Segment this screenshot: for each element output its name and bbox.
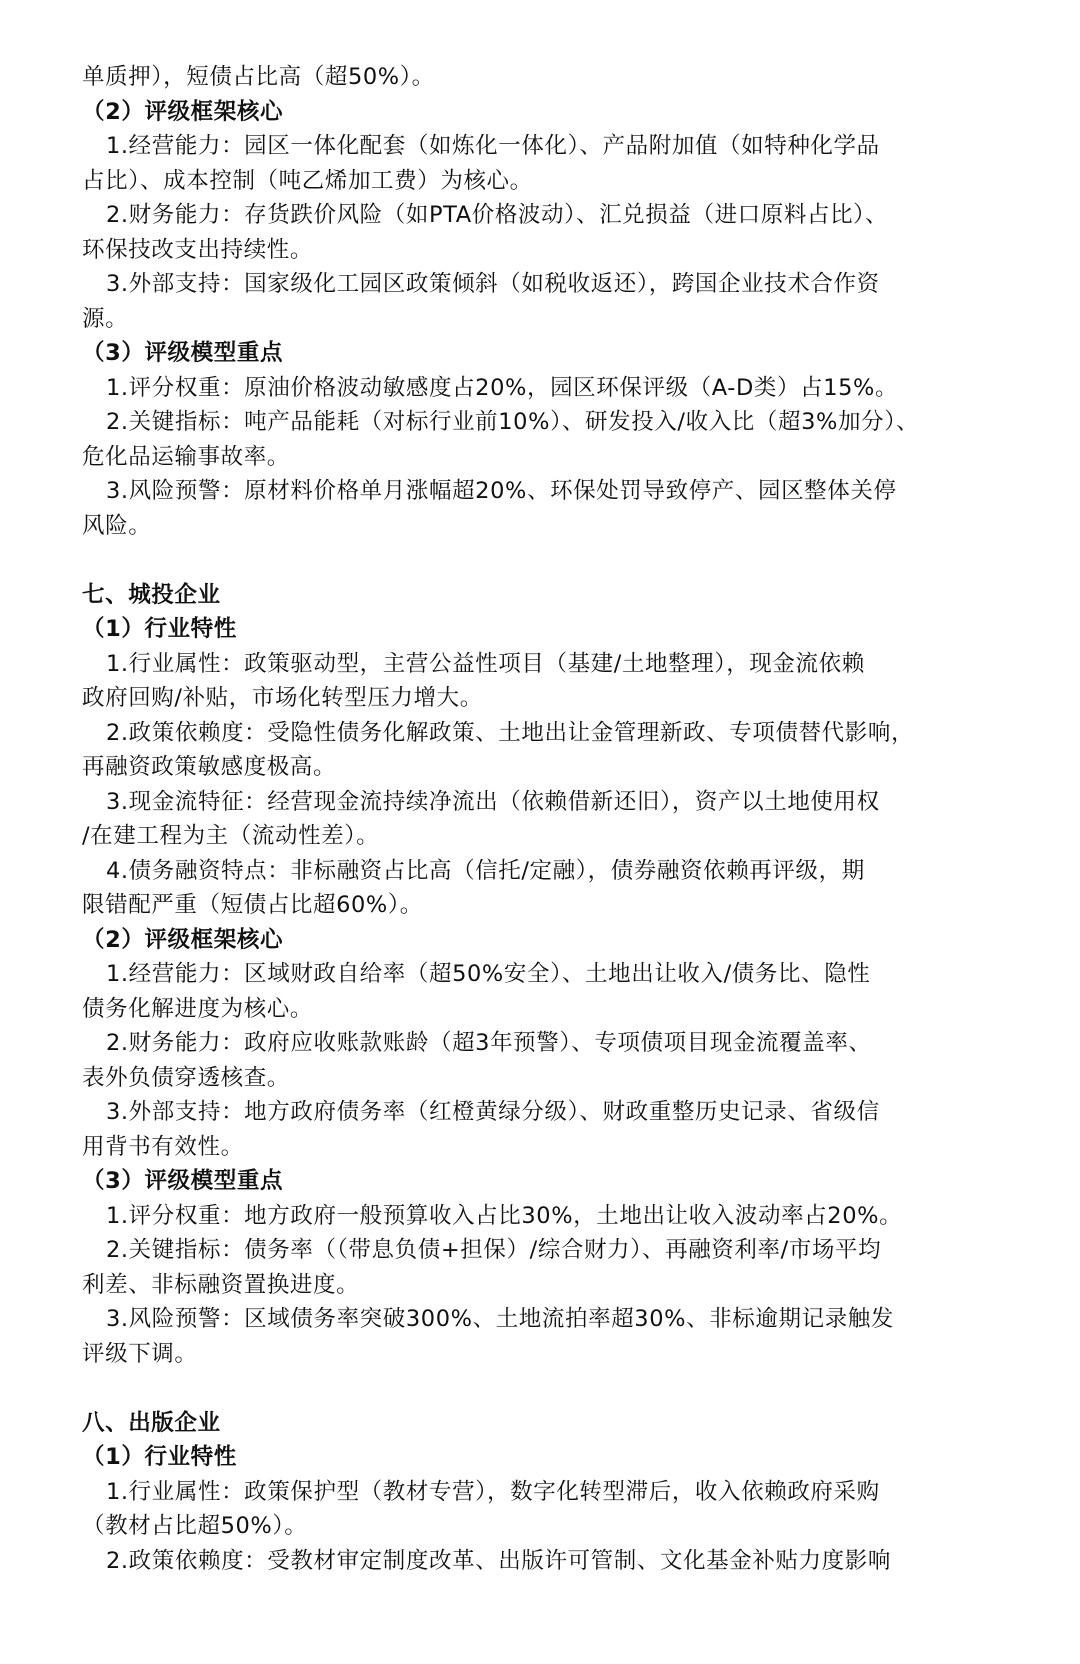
section-spacer bbox=[82, 1371, 998, 1406]
paragraph-line: 3.现金流特征：经营现金流持续净流出（依赖借新还旧），资产以土地使用权 bbox=[106, 788, 880, 815]
paragraph-line: （教材占比超50%）。 bbox=[82, 1513, 308, 1539]
paragraph-line: 2.关键指标：债务率（（带息负债+担保）/综合财力）、再融资利率/市场平均 bbox=[106, 1237, 882, 1263]
paragraph-line: 表外负债穿透核查。 bbox=[82, 1064, 290, 1091]
subsection-heading: （1）行业特性 bbox=[82, 616, 237, 642]
paragraph-line: 政府回购/补贴，市场化转型压力增大。 bbox=[82, 685, 483, 711]
paragraph-line: 1.评分权重：地方政府一般预算收入占比30%，土地出让收入波动率占20%。 bbox=[106, 1202, 903, 1229]
paragraph-line: 限错配严重（短债占比超60%）。 bbox=[82, 892, 423, 918]
subsection-heading: （2）评级框架核心 bbox=[82, 926, 284, 953]
subsection-heading: （2）评级框架核心 bbox=[82, 98, 284, 125]
section-heading: 八、出版企业 bbox=[82, 1409, 221, 1436]
paragraph-line: 3.风险预警：原材料价格单月涨幅超20%、环保处罚导致停产、园区整体关停 bbox=[106, 478, 897, 504]
paragraph-line: 债务化解进度为核心。 bbox=[82, 995, 314, 1022]
paragraph-line: 用背书有效性。 bbox=[82, 1133, 244, 1160]
paragraph-line: 利差、非标融资置换进度。 bbox=[82, 1271, 360, 1298]
paragraph-line: 3.外部支持：地方政府债务率（红橙黄绿分级）、财政重整历史记录、省级信 bbox=[106, 1099, 880, 1125]
paragraph-line: 3.风险预警：区域债务率突破300%、土地流拍率超30%、非标逾期记录触发 bbox=[106, 1306, 895, 1332]
paragraph-line: 风险。 bbox=[82, 512, 152, 539]
paragraph-line: /在建工程为主（流动性差）。 bbox=[82, 823, 380, 849]
paragraph-line: 2.政策依赖度：受隐性债务化解政策、土地出让金管理新政、专项债替代影响， bbox=[106, 719, 915, 746]
paragraph-line: 环保技改支出持续性。 bbox=[82, 236, 314, 263]
section-heading: 七、城投企业 bbox=[82, 581, 221, 608]
paragraph-line: 再融资政策敏感度极高。 bbox=[82, 754, 337, 780]
paragraph-line: 4.债务融资特点：非标融资占比高（信托/定融），债券融资依赖再评级，期 bbox=[106, 857, 865, 884]
paragraph-line: 评级下调。 bbox=[82, 1340, 198, 1367]
paragraph-line: 危化品运输事故率。 bbox=[82, 443, 290, 470]
subsection-heading: （3）评级模型重点 bbox=[82, 1168, 284, 1194]
paragraph-line: 2.财务能力：政府应收账款账龄（超3年预警）、专项债项目现金流覆盖率、 bbox=[106, 1030, 872, 1056]
paragraph-line: 2.财务能力：存货跌价风险（如PTA价格波动）、汇兑损益（进口原料占比）、 bbox=[106, 202, 889, 228]
paragraph-line: 占比）、成本控制（吨乙烯加工费）为核心。 bbox=[82, 167, 533, 194]
paragraph-line: 1.经营能力：园区一体化配套（如炼化一体化）、产品附加值（如特种化学品 bbox=[106, 133, 880, 159]
paragraph-line: 1.经营能力：区域财政自给率（超50%安全）、土地出让收入/债务比、隐性 bbox=[106, 961, 871, 987]
document-page bbox=[82, 60, 998, 1578]
paragraph-line: 1.行业属性：政策驱动型，主营公益性项目（基建/土地整理），现金流依赖 bbox=[106, 650, 865, 677]
paragraph-line: 2.关键指标：吨产品能耗（对标行业前10%）、研发投入/收入比（超3%加分）、 bbox=[106, 409, 920, 435]
subsection-heading: （3）评级模型重点 bbox=[82, 340, 284, 366]
subsection-heading: （1）行业特性 bbox=[82, 1444, 237, 1470]
paragraph-line: 2.政策依赖度：受教材审定制度改革、出版许可管制、文化基金补贴力度影响 bbox=[106, 1547, 891, 1574]
paragraph-line: 3.外部支持：国家级化工园区政策倾斜（如税收返还），跨国企业技术合作资 bbox=[106, 271, 880, 297]
section-spacer bbox=[82, 543, 998, 578]
text-line: 单质押），短债占比高（超50%）。 bbox=[82, 64, 435, 90]
paragraph-line: 1.评分权重：原油价格波动敏感度占20%，园区环保评级（A-D类）占15%。 bbox=[106, 374, 899, 401]
paragraph-line: 源。 bbox=[82, 305, 129, 332]
paragraph-line: 1.行业属性：政策保护型（教材专营），数字化转型滞后，收入依赖政府采购 bbox=[106, 1478, 880, 1505]
